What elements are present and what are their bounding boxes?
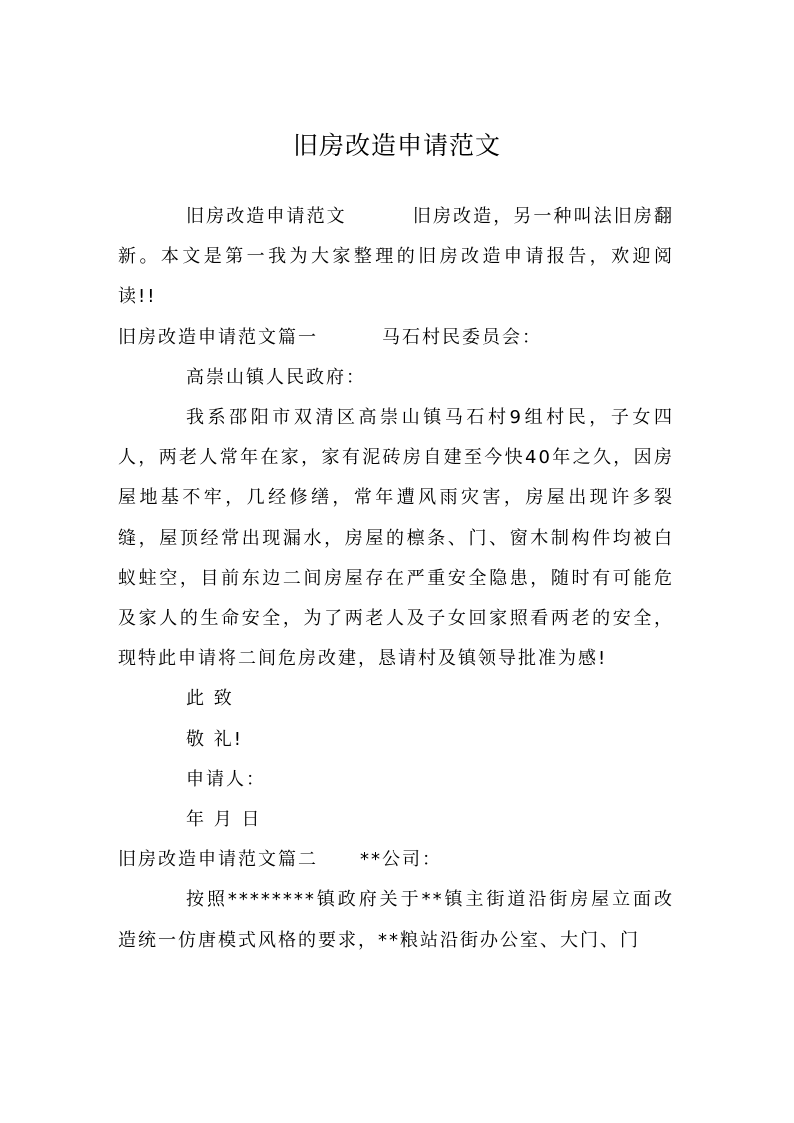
part2-addressee: **公司： — [360, 849, 442, 871]
part1-body: 我系邵阳市双清区高崇山镇马石村9组村民，子女四人，两老人常年在家，家有泥砖房自建至今快40年之久，因房屋地基不牢，几经修缮，常年遭风雨灾害，房屋出现许多裂缝，屋顶经常出现漏水，房屋的檩条、门、窗木制构件均被白蚁蛀空，目前东边二间房屋存在严重安全隐患，随时有可能危及家人的生命安全，为了两老人及子女回家照看两老的安全，现特此申请将二间危房改建，恳请村及镇领导批准为感! — [118, 407, 674, 670]
part2-heading-line — [118, 840, 674, 880]
intro-paragraph — [118, 197, 674, 318]
intro-lead: 旧房改造申请范文 — [186, 206, 347, 227]
part1-addressee: 马石村民委员会： — [382, 326, 542, 348]
part1-closing2: 敬 礼! — [186, 728, 243, 750]
document-body — [118, 197, 674, 961]
part1-closing1: 此 致 — [186, 688, 234, 710]
part1-addressee2: 高崇山镇人民政府： — [186, 366, 366, 388]
part1-date: 年 月 日 — [186, 809, 262, 831]
part2-body: 按照********镇政府关于**镇主街道沿街房屋立面改造统一仿唐模式风格的要求，**粮站沿街办公室、大门、门 — [118, 889, 674, 951]
part2-heading: 旧房改造申请范文篇二 — [118, 849, 318, 871]
document-title: 旧房改造申请范文 — [292, 131, 501, 160]
part1-heading: 旧房改造申请范文篇一 — [118, 326, 318, 348]
part1-applicant: 申请人： — [186, 768, 266, 790]
part1-heading-line — [118, 318, 674, 358]
intro-text: 旧房改造，另一种叫法旧房翻新。本文是第一我为大家整理的旧房改造申请报告，欢迎阅读!! — [118, 206, 675, 308]
